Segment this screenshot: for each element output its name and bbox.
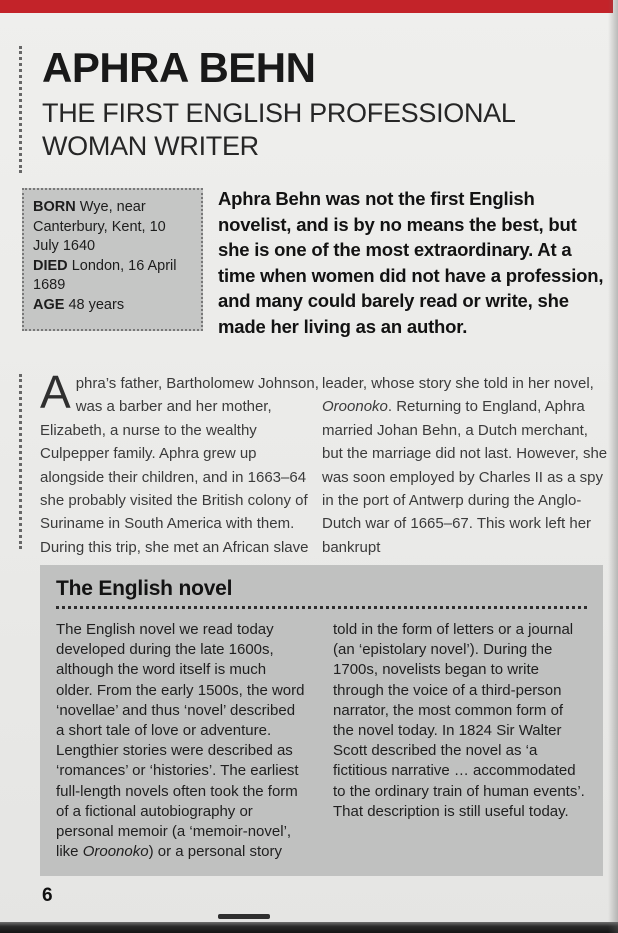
scan-edge-mark [218,914,270,919]
feature-columns [56,620,587,862]
page-number: 6 [42,885,53,906]
feature-column-1 [56,620,305,862]
article-col1-text: phra’s father, Bartholomew Johnson, was a barber and her mother, Elizabeth, a nurse to the wealthy Culpepper family. Aphra grew up alongside their children, and in 1663–64 she probably visited the British colony of Suriname in South America with them. During this trip, she met an African slave [40,375,319,556]
feature-col1-text-b: ) or a personal story [148,843,282,861]
fact-age [33,296,192,316]
fact-died [33,257,192,296]
fact-box [22,188,203,331]
feature-dotted-rule [56,606,587,609]
drop-cap: A [40,366,71,418]
article-col2-text-a: leader, whose story she told in her novel, [322,375,594,392]
page-subtitle [42,97,516,163]
article-col2-text-b: . Returning to England, Aphra married Johan Behn, a Dutch merchant, but the marriage did not last. However, she was soon employed by Charles II as a spy in the port of Antwerp during the Anglo-Dutch war of 1665–67. This work left her bankrupt [322,398,608,556]
right-edge-shadow [608,0,618,933]
feature-box [40,565,603,876]
subtitle-line-2: WOMAN WRITER [42,131,259,161]
feature-col1-italic: Oroonoko [82,843,149,861]
subtitle-line-1: THE FIRST ENGLISH PROFESSIONAL [42,98,516,128]
article-col2-italic: Oroonoko [322,398,388,416]
born-label: BORN [33,199,76,215]
article-column-1 [40,366,324,559]
feature-col1-text-a: The English novel we read today developed during the late 1600s, although the word itself is much older. From the early 1500s, the word ‘novellae’ and thus ‘novel’ described a short tale of love or adventure. Lengthier stories were described as ‘romances’ or ‘histories’. The earliest full-length novels often took the form of a fictional autobiography or personal memoir (a ‘memoir-novel’, like [56,621,305,861]
age-value: 48 years [68,296,125,313]
age-label: AGE [33,296,65,313]
feature-box-title: The English novel [56,577,233,600]
born-value: Wye, near Canterbury, Kent, 10 July 1640 [33,199,166,254]
body-dotted-rule [19,374,22,549]
article-column-2 [322,372,608,559]
intro-paragraph: Aphra Behn was not the first English novelist, and is by no means the best, but she is one of the most extraordinary. At a time when women did not have a profession, and many could barely read or write, she made her living as an author. [218,188,604,337]
top-red-band [0,0,613,13]
bottom-scan-edge [0,922,618,933]
died-value: London, 16 April 1689 [33,257,177,293]
page-title: APHRA BEHN [42,44,316,91]
feature-column-2: told in the form of letters or a journal (an ‘epistolary novel’). During the 1700s, novelists began to write through the voice of a third-person narrator, the most common form of the novel today. In 1824 Sir Walter Scott described the novel as ‘a fictitious narrative … accommodated to the ordinary train of human events’. That description is still useful today. [333,621,585,820]
fact-born [33,198,192,257]
died-label: DIED [33,257,68,274]
title-dotted-rule [19,46,22,173]
